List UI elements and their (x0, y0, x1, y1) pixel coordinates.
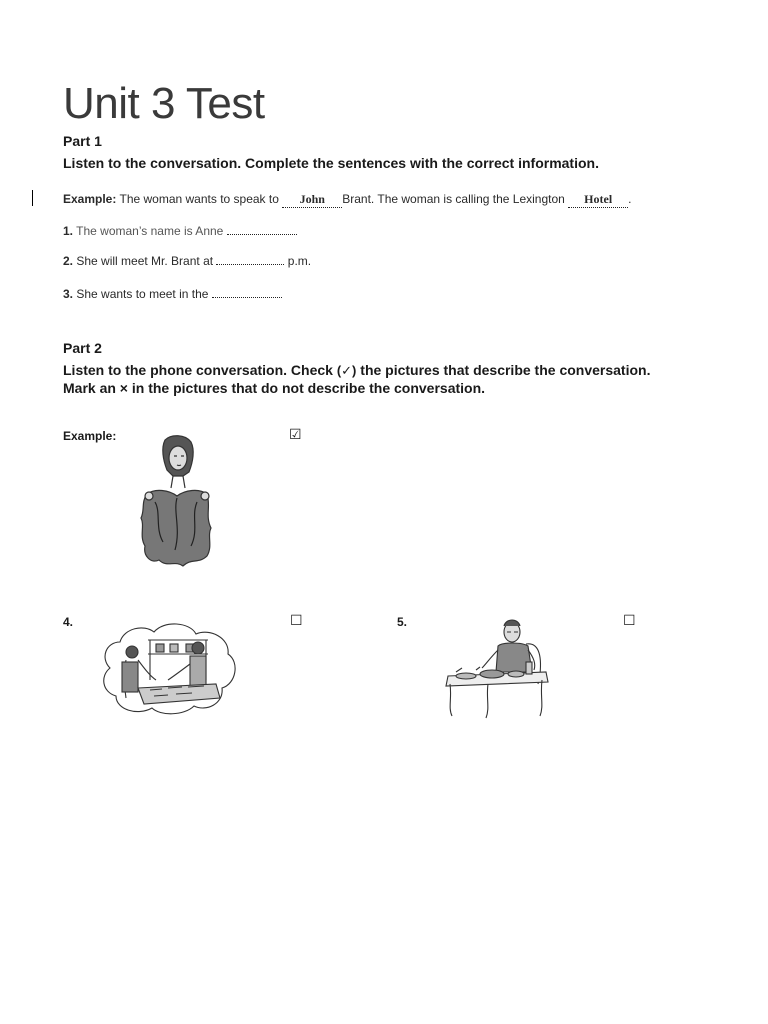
item-number: 2. (63, 254, 74, 268)
part2-item-5-number: 5. (397, 615, 408, 629)
page-title: Unit 3 Test (63, 79, 265, 129)
item-5-checkbox[interactable]: ☐ (623, 612, 636, 628)
answer-blank-2[interactable] (216, 252, 284, 265)
part1-item-2 (63, 252, 311, 268)
check-symbol: (✓) (336, 363, 357, 378)
item-text: The woman’s name is Anne (76, 224, 224, 238)
item-number: 3. (63, 287, 74, 301)
item-4-checkbox[interactable]: ☐ (290, 612, 303, 628)
example-text-3: . (628, 192, 632, 206)
instruction-text-b: the pictures that describe the conversation. (360, 362, 651, 378)
item-number: 1. (63, 224, 74, 238)
item-4-illustration-shop-conversation (98, 618, 240, 718)
example-text-1: The woman wants to speak to (119, 192, 279, 206)
example-answer-1: John (282, 192, 342, 208)
part1-item-1 (63, 222, 297, 238)
text-cursor (32, 190, 33, 206)
example-illustration-woman-holding-dress (125, 432, 220, 574)
part2-instruction-line-1 (63, 361, 650, 380)
answer-blank-3[interactable] (212, 285, 282, 298)
instruction-text-a: Listen to the phone conversation. Check (63, 362, 333, 378)
item-text: She wants to meet in the (76, 287, 209, 301)
example-label: Example: (63, 192, 117, 206)
part1-item-3 (63, 285, 282, 301)
item-text: She will meet Mr. Brant at (76, 254, 214, 268)
item-5-illustration-man-at-dinner-table (442, 614, 552, 720)
item-after-text: p.m. (287, 254, 312, 268)
example-text-2: Brant. The woman is calling the Lexington (342, 192, 565, 206)
answer-blank-1[interactable] (227, 222, 297, 235)
part1-instruction: Listen to the conversation. Complete the sentences with the correct information. (63, 155, 599, 171)
part2-example-label: Example: (63, 429, 117, 443)
example-answer-2: Hotel (568, 192, 628, 208)
part1-example (63, 192, 632, 208)
part2-item-4-number: 4. (63, 615, 74, 629)
part2-instruction-line-2: Mark an × in the pictures that do not describe the conversation. (63, 380, 486, 396)
part1-label: Part 1 (63, 133, 102, 149)
example-checkbox-checked[interactable]: ☑ (289, 426, 302, 442)
part2-label: Part 2 (63, 340, 102, 356)
